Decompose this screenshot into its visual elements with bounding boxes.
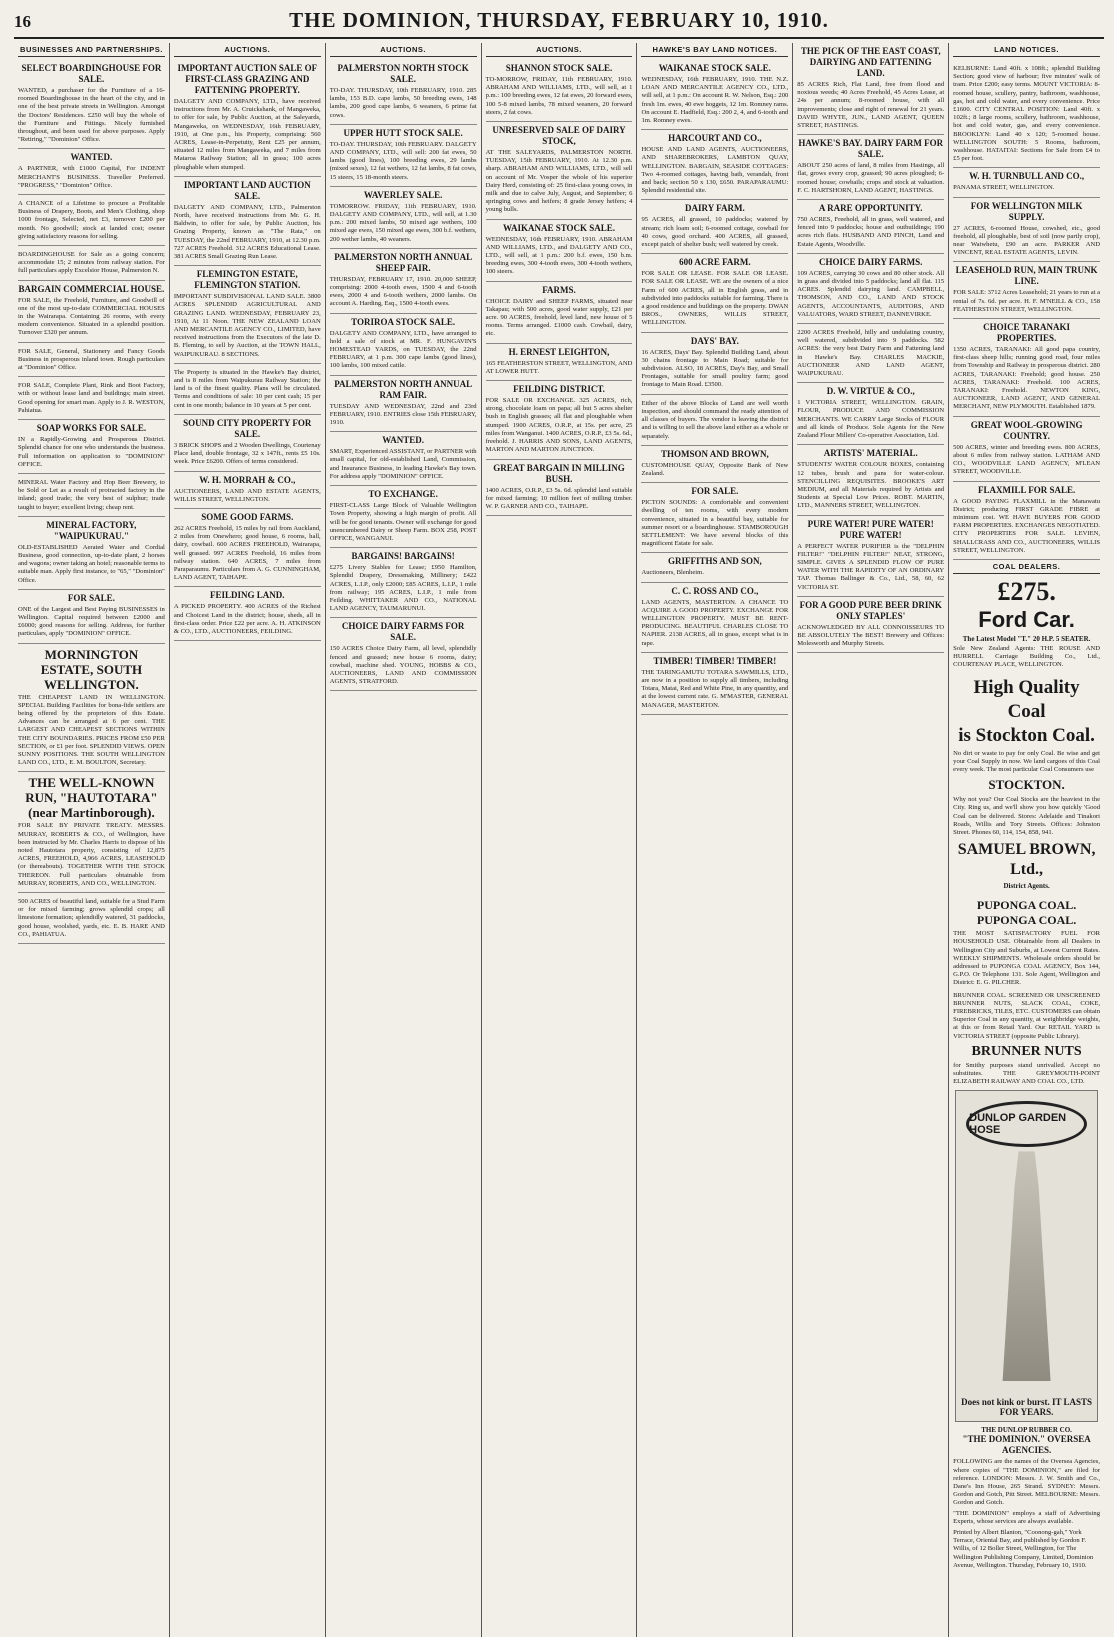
advertisement <box>174 509 321 587</box>
column-7 <box>949 43 1104 1637</box>
column-6 <box>793 43 949 1637</box>
ad-body: THURSDAY, FEBRUARY 17, 1910. 20,000 SHEEP, comprising: 2000 4-tooth ewes, 1500 4 and 6-tooth ewes, 2000 4 and 6-tooth wethers, 2000 lambs. On account A. Harding, Esq., 1500 4-tooth ewes. <box>329 275 477 308</box>
advertisement <box>797 200 944 254</box>
ford-title: Ford Car. <box>978 606 1075 632</box>
ad-title: SOUND CITY PROPERTY FOR SALE. <box>183 417 312 439</box>
overseas-title: "THE DOMINION." OVERSEA AGENCIES. <box>962 1434 1091 1456</box>
ad-body: ACKNOWLEDGED BY ALL CONNOISSEURS TO BE ABSOLUTELY The BEST! Brewery and Offices: Molesworth and Murphy Streets. <box>797 623 945 648</box>
advertisement <box>18 343 165 378</box>
ad-title: D. W. VIRTUE & CO., <box>826 386 915 397</box>
samuel-brown-sub: District Agents. <box>1003 882 1050 891</box>
advertisement <box>174 415 321 472</box>
ford-agents: Sole New Zealand Agents: THE ROUSE AND HURRELL Carriage Building Co., Ltd., COURTENAY PLACE, WELLINGTON. <box>953 644 1101 669</box>
advertisement <box>18 246 165 281</box>
feature-body: THE CHEAPEST LAND IN WELLINGTON. SPECIAL Building Facilities for bona-fide settlers are being offered by the proprietors of this Estate. Advances can be arranged at 6 per cent. THE LARGEST AND CHEAPEST SECTIONS WITHIN THE CITY BOUNDARIES. PRICES FROM £50 PER SECTION, or £1 per foot. SPLENDID VIEWS. OPEN SUNNY POSITIONS. THE SOUTH WELLINGTON LAND CO., LTD., E. M. BOULTON, Secretary. <box>18 693 165 767</box>
ad-body: SMART, Experienced ASSISTANT, or PARTNER with small capital, for old-established Land, Commission, and Insurance Business, in leading Hawke's Bay town. For address apply "DOMINION" OFFICE. <box>329 448 477 480</box>
ad-body: FOR SALE, the Freehold, Furniture, and Goodwill of one of the most up-to-date COMMERCIAL HOUSES in the Wairarapa. Containing 26 rooms, with every modern convenience. Situated in a splendid position. Turnover £320 per annum. <box>18 296 165 337</box>
ad-title: THOMSON AND BROWN, <box>660 448 769 459</box>
advertisement <box>18 474 165 517</box>
ad-title: H. ERNEST LEIGHTON, <box>508 346 610 357</box>
page-title: THE DOMINION, THURSDAY, FEBRUARY 10, 1910. <box>289 8 829 32</box>
feature-advertisement <box>18 893 165 944</box>
ad-body: 1350 ACRES, TARANAKI: All good papa country, first-class sheep hills; running good road, four miles from Township and Railway in prosperous district. 280 ACRES, TARANAKI: Freehold; good house. 250 ACRES, TARANAKI: Freehold. 100 ACRES, TARANAKI: Freehold. NEWTON KING, AUCTIONEER, LAND AGENT, AND GENERAL MERCHANT, NEW PLYMOUTH. Established 1879. <box>953 346 1101 411</box>
ad-body: PICTON SOUNDS: A comfortable and convenient dwelling of ten rooms, with every modern convenience, situated in a beautiful bay, suitable for summer resort or a boardinghouse. STAMBOROUGH SETTLEMENT: We have several blocks of this magnificent Estate for sale. <box>641 499 789 548</box>
advertisement <box>797 597 944 654</box>
ad-body: STUDENTS' WATER COLOUR BOXES, containing 12 tubes, brush and pans for water-colour. STENCILLING REQUISITES. BROOKE'S ART MEDIUM, and all Materials required by Artists and Students at Special Low Prices. ROBT. MARTIN, LTD., MANNERS STREET, WELLINGTON. <box>797 461 945 510</box>
ad-body: 750 ACRES, Freehold, all in grass, well watered, and fenced into 9 paddocks; house and outbuildings; 190 acres rich flats. HUSBAND AND FINCH, Land and Estate Agents, Woodville. <box>797 216 945 248</box>
puponga-title-1: PUPONGA COAL. <box>976 898 1077 913</box>
column-header: AUCTIONS. <box>486 43 633 57</box>
advertisement <box>953 168 1100 197</box>
advertisement <box>18 377 165 420</box>
coal-slogan-1: High Quality Coal <box>973 676 1080 722</box>
advertisement <box>797 383 944 445</box>
overseas-body: FOLLOWING are the names of the Oversea Agencies, where copies of "THE DOMINION," are filed for reference. LONDON: Messrs. J. W. Smith and Co., Dane's Inn House, 265 Strand. SYDNEY: Messrs. Gordon and Gotch, Pitt Street. MELBOURNE: Messrs. Gordon and Gotch. <box>953 1458 1101 1507</box>
feature-advertisement <box>18 772 165 893</box>
column-5 <box>637 43 793 1637</box>
ad-title: WANTED. <box>382 435 425 446</box>
column-3 <box>326 43 482 1637</box>
ad-title: GREAT WOOL-GROWING COUNTRY. <box>970 419 1083 441</box>
ad-title: ARTISTS' MATERIAL. <box>823 448 918 459</box>
ad-body: AUCTIONEERS, LAND AND ESTATE AGENTS, WILLIS STREET, WELLINGTON. <box>173 487 321 503</box>
ad-body: WEDNESDAY, 16th FEBRUARY, 1910. THE N.Z. LOAN AND MERCANTILE AGENCY CO., LTD., will sell, at 1 p.m.: On account R. W. Nelson, Esq.: 200 fresh 1m. ewes, 40 ewe hoggets, 12 1m. Romney rams. On account E. Hadfield, Esq.: 200 2, 4, and 6-tooth and 1m. Romney ewes. <box>641 76 789 125</box>
ad-body: KELBURNE: Land 40ft. x 108ft.; splendid Building Section; good view of harbour; five minutes' walk of tram. Price £200; easy terms. MOUNT VICTORIA: 8-roomed house, scullery, pantry, bathroom, washhouse, gas, hot and cold water, and every convenience. Price £1600. CITY CENTRAL POSITION: Land 40ft. x 102ft.; 8 large rooms, scullery, bathroom, washhouse, hot and cold water, gas, and every convenience. BROOKLYN: Land 40 x 120; 5-roomed house. WELLINGTON SOUTH: 5 Rooms, bathroom, washhouse. HATAITAI: Sections for Sale from £4 to £5 per foot. <box>953 65 1101 163</box>
ad-body: BOARDINGHOUSE for Sale as a going concern; accommodate 15; 2 minutes from railway station. For full particulars apply Excelsior House, Palmerston N. <box>18 251 165 275</box>
advertisement <box>486 220 633 282</box>
ad-body: AT THE SALEYARDS, PALMERSTON NORTH. TUESDAY, 15th FEBRUARY, 1910. At 12.30 p.m. sharp. ABRAHAM AND WILLIAMS, LTD., will sell on account of Mr. Vosper the whole of his superior Dairy Herd, consisting of: 25 first-class young cows, in milk and due to calve July, August, and September; 6 springing cows and heifers; 8 grade Jersey heifers; 4 young bulls. <box>485 149 633 214</box>
advertisement <box>174 472 321 509</box>
coal-slogan-2: is Stockton Coal. <box>958 724 1095 746</box>
ad-body: TO-DAY. THURSDAY, 10th FEBRUARY. DALGETY AND COMPANY, LTD., will sell: 200 fat ewes, 50 lambs (good lines), 100 breeding ewes, 29 lambs (mixed sexes), 12 fat wethers, 12 fat lambs, 8 fat cows, 15 steers, 15 18-month steers. <box>329 140 477 181</box>
ad-body: TOMORROW. FRIDAY, 11th FEBRUARY, 1910. DALGETY AND COMPANY, LTD., will sell, at 1.30 p.m.: 200 mixed lambs, 50 mixed age wethers, 100 mixed age ewes, 150 mixed age ewes, 300 b.f. wethers, 200 wether lambs, 40 weaners. <box>329 202 477 243</box>
advertisement <box>953 417 1100 482</box>
stockton-title: STOCKTON. <box>988 777 1065 793</box>
ad-body: 95 ACRES, all grassed, 10 paddocks; watered by stream; rich loam soil; 6-roomed cottage, cowbail for 40 cows, good orchard. 400 ACRES, all grassed, except patch of shelter bush; well watered by creek. <box>641 216 789 249</box>
ad-body: THE TARINGAMUTU TOTARA SAWMILLS, LTD., are now in a position to supply all timbers, including Totara, Matai, Red and White Pine, in any quantity, and at the lowest current rate. G. M'MASTER, GENERAL MANAGER, MASTERTON. <box>641 668 789 709</box>
ad-title: HAWKE'S BAY. DAIRY FARM FOR SALE. <box>798 138 944 160</box>
ad-title: A RARE OPPORTUNITY. <box>818 203 923 214</box>
ad-title: HARCOURT AND CO., <box>668 133 762 144</box>
advertisement <box>641 583 788 653</box>
ad-body: WEDNESDAY, 16th FEBRUARY, 1910. ABRAHAM AND WILLIAMS, LTD., and DALGETY AND CO., LTD., will sell, at 1 p.m.: 200 b.f. ewes, 150 b.m. breeding ewes, 300 4-tooth ewes, 300 4-tooth wethers, 100 steers. <box>485 235 633 276</box>
ad-body: 16 ACRES, Days' Bay. Splendid Building Land, about 30 chains frontage to Main Road; suitable for subdivision. ALSO, 18 ACRES, Day's Bay, and Small Frontages, suitable for small poultry farm; good frontage to Main Road. £3500. <box>641 348 789 389</box>
advertisement <box>330 486 477 548</box>
column-4 <box>482 43 638 1637</box>
ad-title: BARGAINS! BARGAINS! <box>351 551 455 562</box>
ad-body: OLD-ESTABLISHED Aerated Water and Cordial Business, good connection, up-to-date plant, 2 horses and wagons; owner taking an hotel; reasonable terms to suitable man. Apply first instance, to "65," "Dominion" Office. <box>18 543 165 584</box>
ad-body: TO-DAY. THURSDAY, 10th FEBRUARY, 1910. 285 lambs, 153 B.D. cape lambs, 50 breeding ewes, 148 lambs, 200 good cape lambs, 6 weaners, 6 prime fat cows. <box>329 87 477 119</box>
dunlop-hose-illustration <box>955 1090 1098 1422</box>
advertisement <box>641 60 788 130</box>
ad-title: C. C. ROSS AND CO., <box>671 585 759 596</box>
advertisement <box>18 60 165 149</box>
ad-title: TIMBER! TIMBER! TIMBER! <box>653 655 777 666</box>
advertisement <box>641 653 788 715</box>
ad-body: 500 ACRES, winter and breeding ewes. 800 ACRES, about 6 miles from railway station. LATHAM AND CO., WOODVILLE LAND AGENCY, M'LEAN STREET, WOODVILLE. <box>953 443 1101 476</box>
brunner-nuts-body: for Smithy purposes stand unrivalled. Accept no substitutes. THE GREYMOUTH-POINT ELIZABETH RAILWAY AND COAL CO., LTD. <box>953 1061 1101 1086</box>
advertisement <box>330 60 477 125</box>
ad-title: PALMERSTON NORTH ANNUAL SHEEP FAIR. <box>334 251 473 273</box>
feature-body: 500 ACRES of beautiful land, suitable for a Stud Farm or for mixed farming; grows splendid crops; all limestone formation; splendidly watered, 31 paddocks, good house, woolshed, yards, etc. E. B. HARE AND CO., PAHIATUA. <box>18 898 165 938</box>
ad-title: FOR A GOOD PURE BEER DRINK ONLY STAPLES' <box>799 599 942 621</box>
ad-body: IMPORTANT SUBDIVISIONAL LAND SALE. 3800 ACRES SPLENDID AGRICULTURAL AND GRAZING LAND. WEDNESDAY, FEBRUARY 23, 1910, At 11 Noon. THE NEW ZEALAND LOAN AND MERCANTILE AGENCY CO., LIMITED, have received instructions from the Executors of the late D. B. Fleming, to sell by Auction, at the TOWN HALL, WAIPUKURAU. 8 SECTIONS. <box>173 293 321 358</box>
column-2 <box>170 43 326 1637</box>
feature-advertisement <box>18 644 165 773</box>
ad-body: A PARTNER, with £1000 Capital, For INDENT MERCHANT'S BUSINESS. Traveller Preferred. "PROGRESS," "Dominion" Office. <box>18 165 165 189</box>
ad-body: ABOUT 250 acres of land, 8 miles from Hastings, all flat, grows every crop, grassed; 90 acres ploughed; 6-roomed house; cowbails; crops and stock at valuation. F. C. HARTSHORN, LAND AGENT, HASTINGS. <box>797 162 945 194</box>
ad-body: FIRST-CLASS Large Block of Valuable Wellington Town Property, showing a high margin of profit. All will be for good tenants. Owner will exchange for good unencumbered Dairy or Sheep Farm. BOX 258, POST OFFICE, WANGANUI. <box>329 502 477 542</box>
advertisement <box>953 482 1100 560</box>
ad-title: IMPORTANT LAND AUCTION SALE. <box>183 179 311 201</box>
ad-body: CUSTOMHOUSE QUAY, Opposite Bank of New Zealand. <box>641 461 789 477</box>
column-header: HAWKE'S BAY LAND NOTICES. <box>641 43 788 57</box>
ad-title: FLAXMILL FOR SALE. <box>977 484 1076 495</box>
ad-body: 109 ACRES, carrying 30 cows and 80 other stock. All in grass and divided into 5 paddocks; land all flat. 115 ACRES. Splendid dairying land. CAMPBELL, THOMSON, AND CO., LAND AND STOCK AGENTS, ACCOUNTANTS, AUDITORS, AND VALUATORS, WARD STREET, DANNEVIRKE. <box>797 269 945 318</box>
brunner-nuts-title: BRUNNER NUTS <box>971 1043 1082 1059</box>
ad-title: CHOICE TARANAKI PROPERTIES. <box>983 322 1071 344</box>
advertisement <box>174 177 321 266</box>
ad-title: TO EXCHANGE. <box>368 489 438 500</box>
dunlop-caption: Does not kink or burst. IT LASTS FOR YEARS. <box>961 1397 1093 1418</box>
column-1 <box>14 43 170 1637</box>
ad-title: DAYS' BAY. <box>690 335 739 346</box>
ad-body: 3 BRICK SHOPS and 2 Wooden Dwellings, Courtenay Place land, double frontage, 32 x 147ft., rents £5 10s. week. Price £6200. Offers of terms considered. <box>173 441 321 466</box>
ad-body: CHOICE DAIRY and SHEEP FARMS, situated near Takapau; with 500 acres, good water supply, £21 per acre. 90 ACRES, freehold, level land, new house of 5 rooms. Terms arranged. £1000 cash. Cowbail, dairy, etc. <box>485 297 633 338</box>
ad-body: FOR SALE: 3712 Acres Leasehold; 21 years to run at a rental of 7s. 6d. per acre. H. F. M'NEILL & CO., 158 FEATHERSTON STREET, WELLINGTON. <box>953 289 1101 313</box>
ad-body: MINERAL Water Factory and Hop Beer Brewery, to be Sold or Let as a result of protracted factory in the inland; good trade; the very best of sulphur; trade taught to buyer; excellent living; cheap rent. <box>18 478 165 511</box>
agency-body: "THE DOMINION" employs a staff of Advertising Experts, whose services are always available. <box>953 1509 1101 1525</box>
advertisement <box>18 281 165 343</box>
ad-title: IMPORTANT AUCTION SALE OF FIRST-CLASS GRAZING AND FATTENING PROPERTY. <box>177 63 318 95</box>
ad-body: TO-MORROW, FRIDAY, 11th FEBRUARY, 1910. ABRAHAM AND WILLIAMS, LTD., will sell, at 1 p.m.: 100 breeding ewes, 12 fat ewes, 20 forward ewes, 100 5-8 mixed lambs, 78 mixed weaners, 20 forward steers, 2 fat cows. <box>485 76 633 116</box>
advertisement <box>797 516 944 597</box>
ad-body: FOR SALE OR EXCHANGE. 325 ACRES, rich, strong, chocolate loam on papa; all but 5 acres shelter bush in English grasses; all flat and ploughable when stumped. 1900 ACRES, O.R.P., at 15s. per acre, 25 miles from Wanganui. 1400 ACRES, O.R.P., £3 5s. 6d., freehold. J. HARRIS AND SONS, LAND AGENTS, MARTON AND MARTON JUNCTION. <box>485 397 633 454</box>
ad-title: W. H. MORRAH & CO., <box>199 474 296 485</box>
ad-title: PALMERSTON NORTH STOCK SALE. <box>337 63 469 84</box>
advertisement <box>330 249 477 314</box>
ad-body: 165 FEATHERSTON STREET, WELLINGTON, AND AT LOWER HUTT. <box>485 359 633 375</box>
ad-title: WANTED. <box>70 152 113 163</box>
feature-title: THE WELL-KNOWN RUN, "HAUTOTARA" (near Martinborough). <box>25 775 158 821</box>
advertisement <box>330 548 477 618</box>
advertisement <box>953 198 1100 263</box>
advertisement <box>174 60 321 177</box>
advertisement <box>797 43 944 135</box>
ad-body: A CHANCE of a Lifetime to procure a Profitable Business of Drapery, Boots, and Men's Clothing, shop 1000 frontage, Selected, net £3, turnover £200 per month. No goodwill; stock at landed cost; owner giving satisfactory reasons for selling. <box>18 200 165 240</box>
ad-body: LAND AGENTS, MASTERTON. A CHANCE TO ACQUIRE A GOOD PROPERTY. EXCHANGE FOR WELLINGTON PROPERTY. MUST BE RENT-PRODUCING. BEAUTIFUL CHARLES CLOSE TO NAPIER. 2138 ACRES, all in grass, except what is in rape. <box>641 598 789 647</box>
imprint: Printed by Albert Blanton, "Coonong-gah," York Terrace, Oriental Bay, and published by Gordon F. Willis, of 12 Boller Street, Wellington, for The Wellington Publishing Company, Limited, Dominion Avenue, Wellington. Thursday, February 10, 1910. <box>953 1529 1094 1569</box>
ad-title: FOR SALE. <box>67 592 115 603</box>
ad-body: 1400 ACRES, O.R.P., £3 5s. 6d. splendid land suitable for mixed farming; 10 million feet of milling timber. W. P. GARNER AND CO., TAIHAPE. <box>485 486 633 510</box>
brunner-body: BRUNNER COAL. SCREENED OR UNSCREENED BRUNNER NUTS, SLACK COAL, COKE, FIREBRICKS, TILES, ETC. CUSTOMERS can obtain Superior Coal in any quantity, at weighbridge weights, at this or from Retail Yard. Our RETAIL YARD is VICTORIA STREET (opposite Public Library). <box>953 991 1101 1040</box>
advertisement <box>486 60 633 122</box>
advertisement <box>797 445 944 515</box>
ad-title: 600 ACRE FARM. <box>679 257 751 268</box>
ad-body: HOUSE AND LAND AGENTS, AUCTIONEERS, AND SHAREBROKERS, LAMBTON QUAY, WELLINGTON. BARGAIN, SEASIDE COTTAGES: Two 4-roomed cottages, having bath, verandah, front and back; section 50 x 130, £650. PARAPARAUMU: Splendid residential site. <box>641 146 789 195</box>
advertisement <box>18 517 165 590</box>
advertisement <box>330 314 477 376</box>
advertisement <box>486 381 633 459</box>
advertisement <box>18 590 165 644</box>
ad-title: PURE WATER! PURE WATER! PURE WATER! <box>807 518 934 540</box>
advertisement <box>797 135 944 200</box>
advertisement <box>330 618 477 691</box>
feature-title: MORNINGTON ESTATE, SOUTH WELLINGTON. <box>40 646 143 692</box>
ad-title: WAIKANAE STOCK SALE. <box>502 222 616 233</box>
ad-title: WAIKANAE STOCK SALE. <box>658 63 771 73</box>
advertisement <box>797 254 944 324</box>
ad-title: GRIFFITHS AND SON, <box>667 556 762 567</box>
advertisement <box>330 125 477 187</box>
feature-body: FOR SALE BY PRIVATE TREATY. MESSRS. MURRAY, ROBERTS & CO., of Wellington, have been instructed by Mr. Charles Harris to dispose of his noted Hautotara property, consisting of 12,875 ACRES, FREEHOLD, 4,966 ACRES, LEASEHOLD (or thereabouts). TOGETHER WITH THE STOCK THEREON. Full particulars obtainable from MURRAY, ROBERTS, AND CO., WELLINGTON. <box>18 822 165 887</box>
advertisement <box>330 376 477 433</box>
ad-title: SELECT BOARDINGHOUSE FOR SALE. <box>21 63 162 84</box>
ad-body: TUESDAY AND WEDNESDAY, 22nd and 23rd FEBRUARY, 1910. ENTRIES close 15th FEBRUARY, 1910. <box>329 402 477 427</box>
column-header: BUSINESSES AND PARTNERSHIPS. <box>18 43 165 57</box>
ad-body: 85 ACRES Rich, Flat Land, free from flood and noxious weeds; 40 Acres Freehold, 45 Acres Lease, at 24s per annum; 8-roomed house, with all improvements; close and right of renewal for 21 years. DAVID WHYTE, JUN., LAND AGENT, QUEEN STREET, HASTINGS. <box>797 81 945 130</box>
ad-body: 262 ACRES Freehold, 15 miles by rail from Auckland, 2 miles from Onewhero; good house, 6 rooms, hall, dairy, cowbail. 600 ACRES FREEHOLD, Wairarapa, well grassed. 997 ACRES Freehold, 16 miles from railway station. 640 ACRES, 7 miles from Paraparaumu. Particulars from A. G. CUNNINGHAM, LAND AGENT, TAIHAPE. <box>173 524 321 582</box>
ad-body: 27 ACRES, 6-roomed House, cowshed, etc., good freehold, all ploughable, best of soil (now partly crop), near Waiwhetu, £90 an acre. PARKER AND VINCENT, REAL ESTATE AGENTS, LEVIN. <box>953 224 1101 257</box>
ad-title: SOME GOOD FARMS. <box>201 511 294 522</box>
ad-body: A PICKED PROPERTY. 400 ACRES of the Richest and Choicest Land in the district; house, sheds, all in first-class order. Price £22 per acre. A. H. ATKINSON & CO., LTD., AUCTIONEERS, FEILDING. <box>173 603 321 635</box>
ad-title: W. H. TURNBULL AND CO., <box>969 171 1085 182</box>
ad-title: FARMS. <box>542 284 576 295</box>
advertisement <box>641 333 788 395</box>
ad-title: MINERAL FACTORY, "WAIPUKURAU." <box>46 519 137 541</box>
ad-title: SOAP WORKS FOR SALE. <box>36 423 147 434</box>
ad-title: THE PICK OF THE EAST COAST, DAIRYING AND FATTENING LAND. <box>800 46 941 78</box>
advertisement <box>330 187 477 249</box>
advertisement <box>18 149 165 195</box>
woman-figure-icon <box>987 1151 1067 1381</box>
ad-title: FLEMINGTON ESTATE, FLEMINGTON STATION. <box>194 269 301 291</box>
advertisement <box>953 262 1100 319</box>
ad-body: 1 VICTORIA STREET, WELLINGTON. GRAIN, FLOUR, PRODUCE AND COMMISSION MERCHANTS. WE CARRY Large Stocks of FLOUR and all kinds of Produce. Sole Agents for the New Zealand Flour Millers' Co-operative Association, Ltd. <box>797 399 945 440</box>
ad-title: UNRESERVED SALE OF DAIRY STOCK, <box>492 125 626 147</box>
advertisement <box>641 395 788 446</box>
ad-body: A GOOD PAYING FLAXMILL in the Manawatu District; producing FIRST GRADE FIBRE at minimum cost. WE HAVE BUYERS FOR GOOD FARM PROPERTIES. EXCHANGES NEGOTIATED. CITY PROPERTIES FOR SALE. LEVIEN, SHALLCRASS AND CO., AUCTIONEERS, WILLIS STREET, WELLINGTON. <box>953 497 1101 554</box>
stockton-body: Why not you? Our Coal Stocks are the heaviest in the City. Ring us, and we'll show you how quickly 'Good Coal can be delivered. Stores: Adelaide and Tinakori Roads, Willis and Tory Streets. Offices: Johnston Street. Phones 60, 114, 154, 858, 941. <box>953 796 1101 836</box>
ad-title: GREAT BARGAIN IN MILLING BUSH. <box>493 462 625 484</box>
ad-title: FEILDING LAND. <box>210 590 285 601</box>
ad-body: 2200 ACRES Freehold, hilly and undulating country, well watered, subdivided into 9 paddocks. 582 ACRES: the very best Dairy Farm and Fattening land in Hawke's Bay. CHARLES MACKIE, AUCTIONEER AND LAND AGENT, WAIPUKURAU. <box>797 329 945 378</box>
advertisement <box>953 60 1100 168</box>
ford-subtitle: The Latest Model "T." 20 H.P. 5 SEATER. <box>962 634 1091 643</box>
dunlop-company: THE DUNLOP RUBBER CO. <box>981 1426 1072 1435</box>
advertisement <box>330 432 477 486</box>
ad-title: UPPER HUTT STOCK SALE. <box>343 127 463 138</box>
ad-title: LEASEHOLD RUN, MAIN TRUNK LINE. <box>955 265 1098 287</box>
ad-body: A PERFECT WATER PURIFIER is the "DELPHIN FILTER!" "DELPHIN FILTER!" NEAT, STRONG, SIMPLE. GIVES A SPLENDID FLOW OF PURE WATER WITH THE RAPIDITY OF AN ORDINARY TAP. Thomas Ballinger & Co., Ltd., 58, 60, 62 VICTORIA ST. <box>797 542 945 591</box>
advertisement <box>18 420 165 474</box>
ad-title: TORIROA STOCK SALE. <box>351 316 456 327</box>
puponga-title-2: PUPONGA COAL. <box>976 913 1077 928</box>
ad-title: SHANNON STOCK SALE. <box>505 63 613 73</box>
advertisement <box>797 324 944 383</box>
ad-title: CHOICE DAIRY FARMS. <box>819 256 923 267</box>
ad-body: FOR SALE, Complete Plant, Rink and Boot Factory, with or without lease land and buildings; main street. Good opening for smart man. Apply to J. R. WESTON, Pahiatua. <box>18 382 165 414</box>
ad-body: WANTED, a purchaser for the Furniture of a 16-roomed Boardinghouse in the heart of the city, and in one of the best private streets in Wellington. Amongst the Doctors' Residences. £250 will buy the whole of the Furniture and Fittings. Nicely furnished throughout, and been used for above purposes. Apply "Retiring," "Dominion" Office. <box>18 87 165 144</box>
puponga-body: THE MOST SATISFACTORY FUEL FOR HOUSEHOLD USE. Obtainable from all Dealers in Wellington City and Suburbs, at Lowest Current Rates. WEEKLY SHIPMENTS. Wholesale orders should be addressed to PUPONGA COAL AGENCY, Box 144, G.P.O. Or Telephone 131. Sole Agent, Wellington and District: E. G. PILCHER. <box>953 930 1101 987</box>
samuel-brown-title: SAMUEL BROWN, Ltd., <box>957 841 1096 879</box>
advertisement <box>641 130 788 200</box>
ad-body: Either of the above Blocks of Land are well worth inspection, and should command the ready attention of all classes of buyers. The vendor is leaving the district and is willing to sell the above land either as a whole or separately. <box>641 399 789 440</box>
page-number: 16 <box>14 12 31 31</box>
coal-dealers-header: COAL DEALERS. <box>953 560 1100 574</box>
masthead <box>14 8 1104 39</box>
advertisement <box>641 200 788 254</box>
ad-body: FOR SALE, General, Stationery and Fancy Goods Business in prosperous inland town. Rough particulars at "Dominion" Office. <box>18 347 165 372</box>
ad-body: DALGETY AND COMPANY, LTD., have received instructions from Mr. A. Cruickshank, of Mangaweka, to offer for sale, by Public Auction, at the Saleyards, Mangaweka, on WEDNESDAY, 16th FEBRUARY, 1910, at One p.m., his Property, comprising: 560 ACRES, Lease-in-Perpetuity, Rent £25 per annum, situated 12 miles from Mangaweka, and 7 miles from Mataroa Railway Station; all in grass; 100 acres ploughable when stumped. <box>173 98 321 171</box>
dunlop-hose-title: DUNLOP GARDEN HOSE <box>966 1101 1087 1147</box>
advertisement <box>641 553 788 582</box>
ad-body: £275 Livery Stables for Lease; £950 Hamilton, Splendid Drapery, Dressmaking, Millinery; £422 ACRES, L.I.P., only £2000; £85 ACRES, L.I.P., 1 mile from railway; 195 ACRES, L.I.P., 1 mile from Feilding. WHITTAKER AND CO., NATIONAL LAND AGENCY, TAUMARUNUI. <box>329 564 477 613</box>
ad-title: DAIRY FARM. <box>685 203 745 214</box>
advertisement <box>641 483 788 553</box>
advertisement <box>174 266 321 364</box>
advertisement <box>641 254 788 332</box>
ad-body: FOR SALE OR LEASE. FOR SALE OR LEASE. FOR SALE OR LEASE. WE are the owners of a nice Farm of 600 ACRES, all in English grass, and in subdivided into paddocks suitable for farming. There is a good residence and buildings on the property. DWAN BROS., OWNERS, WILLIS STREET, WELLINGTON. <box>641 270 789 327</box>
ad-body: DALGETY AND COMPANY, LTD., have arranged to hold a sale of stock at MR. F. HUNGAVIN'S HOMESTEAD YARDS, on TUESDAY, the 22nd FEBRUARY, at 1 p.m. 300 cape lambs (good lines), 100 lambs, 100 mixed cattle. <box>329 329 477 370</box>
ad-title: CHOICE DAIRY FARMS FOR SALE. <box>341 621 465 643</box>
ad-title: BARGAIN COMMERCIAL HOUSE. <box>18 283 165 294</box>
ad-title: FOR SALE. <box>691 486 739 497</box>
advertisement <box>18 195 165 246</box>
advertisement <box>486 122 633 220</box>
advertisement <box>486 282 633 344</box>
advertisement <box>174 587 321 641</box>
advertisement <box>486 344 633 381</box>
ad-body: ONE of the Largest and Best Paying BUSINESSES in Wellington. Capital required between £2000 and £6000; good reasons for selling. Address, for further particulars, apply "DOMINION" OFFICE. <box>18 605 165 638</box>
advertisement <box>174 364 321 415</box>
column-header: AUCTIONS. <box>174 43 321 57</box>
ad-body: The Property is situated in the Hawke's Bay district, and is 8 miles from Waipukurau Railway Station; the land is of the finest quality. Plans will be circulated. Terms and conditions of sale: 10 per cent cash; 15 per cent in one month; balance in 10 years at 5 per cent. <box>173 368 321 409</box>
ad-body: 150 ACRES Choice Dairy Farm, all level, splendidly fenced and grassed; new house 6 rooms, dairy; cowbail, machine shed. YOUNG, HOBBS & CO., AUCTIONEERS, LAND AND COMMISSION AGENTS, STRATFORD. <box>329 645 477 686</box>
ad-body: Auctioneers, Blenheim. <box>641 569 704 577</box>
columns <box>14 43 1104 1637</box>
ad-body: DALGETY AND COMPANY, LTD., Palmerston North, have received instructions from Mr. G. H. Baldwin, to offer for sale, by Public Auction, his Grazing Property, known as "The Rata," on TUESDAY, the 22nd FEBRUARY, 1910, at 12.30 p.m. 727 ACRES Freehold. 312 ACRES Educational Lease. 381 ACRES Small Grazing Run Lease. <box>173 203 321 261</box>
ad-title: FOR WELLINGTON MILK SUPPLY. <box>970 200 1083 222</box>
ad-title: WAVERLEY SALE. <box>363 189 443 200</box>
ad-title: PALMERSTON NORTH ANNUAL RAM FAIR. <box>334 378 473 400</box>
advertisement <box>953 319 1100 417</box>
column-header: LAND NOTICES. <box>953 43 1100 57</box>
ad-body: IN a Rapidly-Growing and Prosperous District. Splendid chance for one who understands the business. Full information on application to "DOMINION" OFFICE. <box>18 436 165 468</box>
ad-body: PANAMA STREET, WELLINGTON. <box>953 184 1055 192</box>
advertisement <box>486 460 633 517</box>
advertisement <box>641 446 788 483</box>
ad-title: FEILDING DISTRICT. <box>513 384 605 395</box>
coal-body: No dirt or waste to pay for only Coal. Be wise and get your Coal Supply in now. We land cargoes of this Coal every week. The most particular Coal Consumers use <box>953 749 1101 773</box>
ford-price: £275. <box>997 576 1056 606</box>
column-header: AUCTIONS. <box>330 43 477 57</box>
